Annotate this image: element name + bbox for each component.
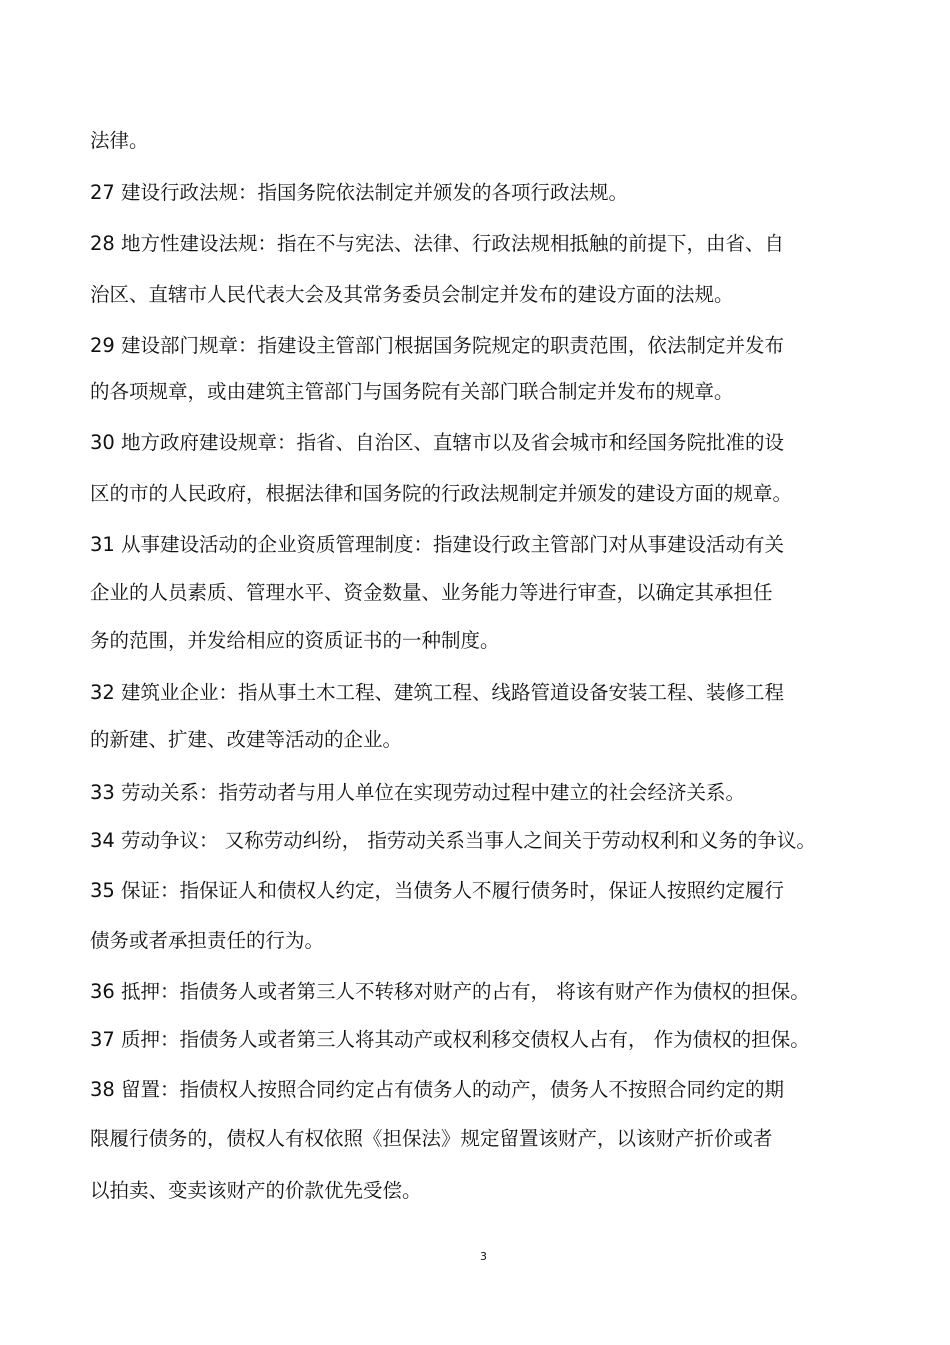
text-line: 33 劳动关系：指劳动者与用人单位在实现劳动过程中建立的社会经济关系。 bbox=[90, 781, 746, 804]
text-line: 限履行债务的，债权人有权依照《担保法》规定留置该财产，以该财产折价或者 bbox=[90, 1127, 773, 1150]
text-line: 38 留置：指债权人按照合同约定占有债务人的动产，债务人不按照合同约定的期 bbox=[90, 1078, 785, 1101]
text-line: 37 质押：指债务人或者第三人将其动产或权利移交债权人占有， 作为债权的担保。 bbox=[90, 1028, 810, 1051]
text-line: 以拍卖、变卖该财产的价款优先受偿。 bbox=[90, 1179, 422, 1202]
text-line: 29 建设部门规章：指建设主管部门根据国务院规定的职责范围，依法制定并发布 bbox=[90, 334, 785, 357]
text-line: 31 从事建设活动的企业资质管理制度：指建设行政主管部门对从事建设活动有关 bbox=[90, 533, 785, 556]
text-line: 28 地方性建设法规：指在不与宪法、法律、行政法规相抵触的前提下，由省、自 bbox=[90, 232, 785, 255]
text-line: 34 劳动争议： 又称劳动纠纷， 指劳动关系当事人之间关于劳动权利和义务的争议。 bbox=[90, 829, 816, 852]
text-line: 务的范围，并发给相应的资质证书的一种制度。 bbox=[90, 629, 500, 652]
text-line: 35 保证：指保证人和债权人约定，当债务人不履行债务时，保证人按照约定履行 bbox=[90, 879, 785, 902]
text-line: 治区、直辖市人民代表大会及其常务委员会制定并发布的建设方面的法规。 bbox=[90, 283, 734, 306]
text-line: 32 建筑业企业：指从事土木工程、建筑工程、线路管道设备安装工程、装修工程 bbox=[90, 681, 785, 704]
text-line: 27 建设行政法规：指国务院依法制定并颁发的各项行政法规。 bbox=[90, 181, 629, 204]
text-line: 区的市的人民政府，根据法律和国务院的行政法规制定并颁发的建设方面的规章。 bbox=[90, 482, 793, 505]
text-line: 法律。 bbox=[90, 129, 149, 152]
text-line: 36 抵押：指债务人或者第三人不转移对财产的占有， 将该有财产作为债权的担保。 bbox=[90, 980, 810, 1003]
text-line: 30 地方政府建设规章：指省、自治区、直辖市以及省会城市和经国务院批准的设 bbox=[90, 431, 785, 454]
text-line: 债务或者承担责任的行为。 bbox=[90, 929, 325, 952]
page-number: 3 bbox=[480, 1250, 487, 1263]
text-line: 企业的人员素质、管理水平、资金数量、业务能力等进行审查，以确定其承担任 bbox=[90, 581, 773, 604]
text-line: 的新建、扩建、改建等活动的企业。 bbox=[90, 728, 403, 751]
text-line: 的各项规章，或由建筑主管部门与国务院有关部门联合制定并发布的规章。 bbox=[90, 380, 734, 403]
